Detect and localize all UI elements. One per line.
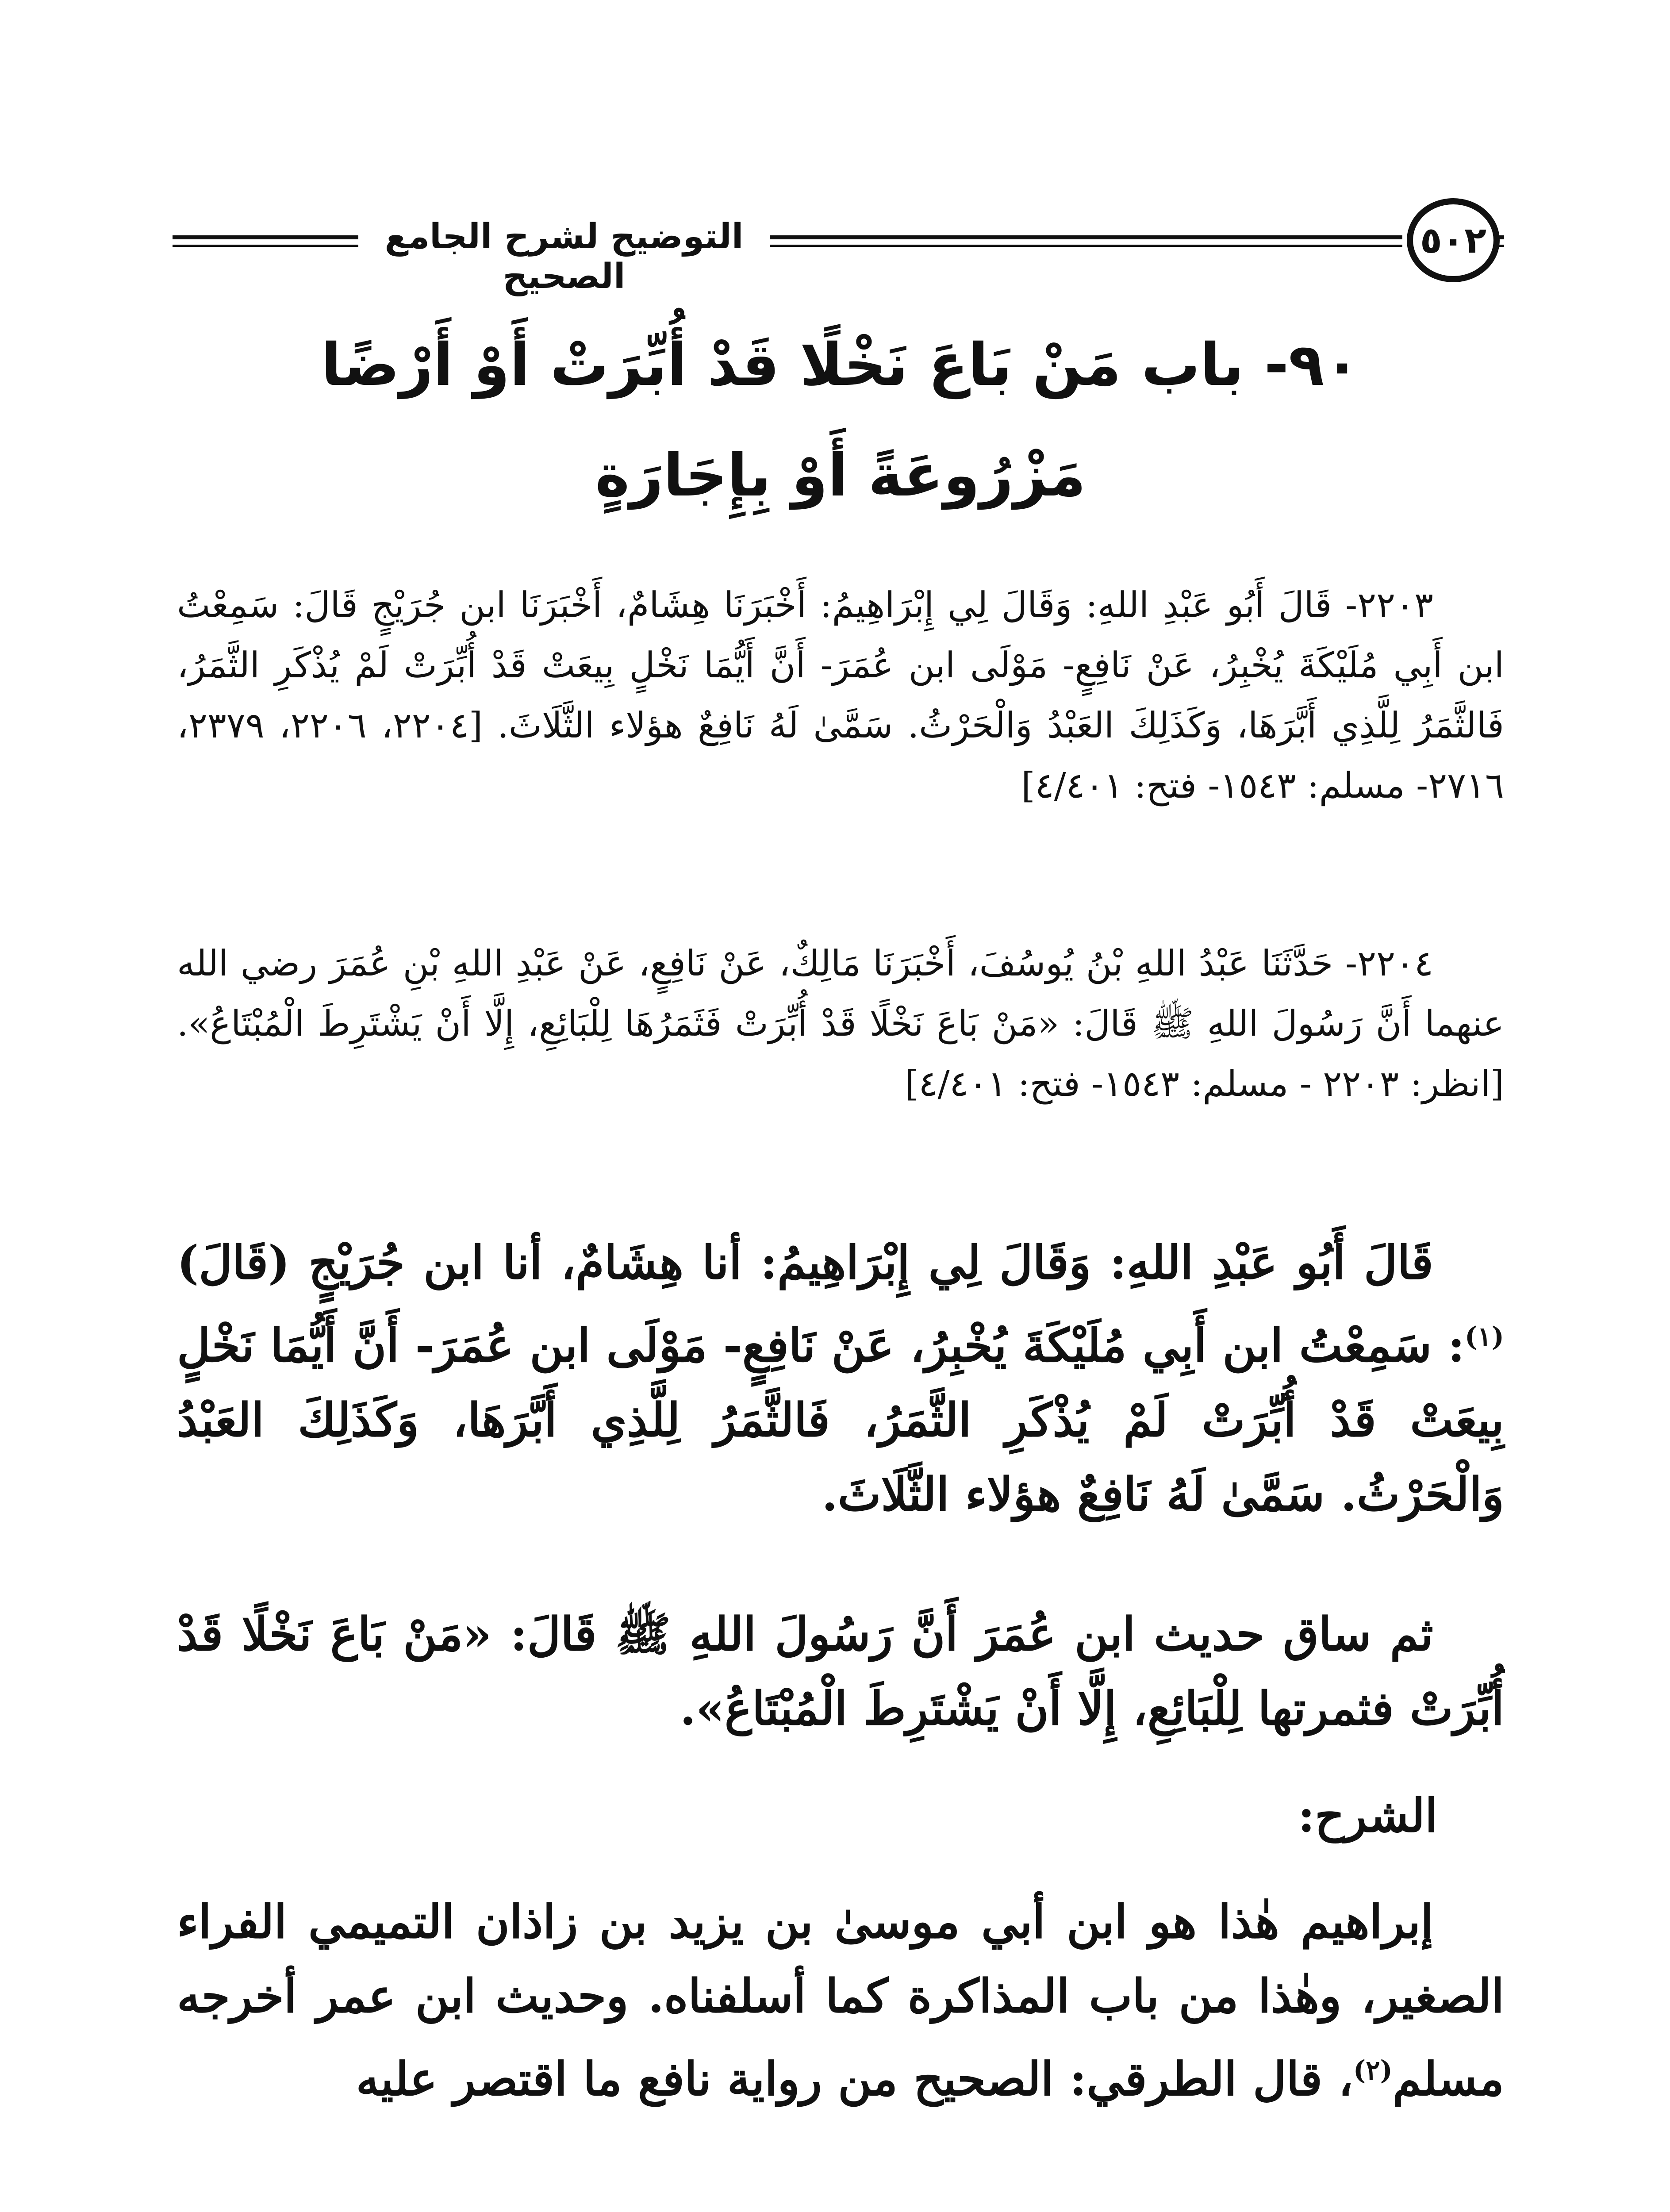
footnote-ref-1: (١)	[1464, 1321, 1504, 1352]
commentary-paragraph-1	[177, 1225, 1504, 1532]
header-rule-left	[173, 235, 358, 247]
commentary-text: ، قال الطرقي: الصحيح من رواية نافع ما اقتصر عليه	[356, 2051, 1353, 2106]
chapter-title-line-1: ٩٠- باب مَنْ بَاعَ نَخْلًا قَدْ أُبِّرَتْ أَوْ أَرْضًا	[321, 331, 1360, 399]
hadith-2204: ٢٢٠٤- حَدَّثَنَا عَبْدُ اللهِ بْنُ يُوسُفَ، أَخْبَرَنَا مَالِكٌ، عَنْ نَافِعٍ، عَنْ عَبْدِ اللهِ بْنِ عُمَرَ رضي الله عنهما أَنَّ رَسُولَ اللهِ ﷺ قَالَ: «مَنْ بَاعَ نَخْلًا قَدْ أُبِّرَتْ فَثَمَرُهَا لِلْبَائِعِ، إِلَّا أَنْ يَشْتَرِطَ الْمُبْتَاعُ». [انظر: ٢٢٠٣ - مسلم: ١٥٤٣- فتح: ٤/٤٠١]	[177, 943, 1504, 1104]
book-title: التوضيح لشرح الجامع الصحيح	[384, 217, 744, 296]
hadith-2203: ٢٢٠٣- قَالَ أَبُو عَبْدِ اللهِ: وَقَالَ لِي إِبْرَاهِيمُ: أَخْبَرَنَا هِشَامٌ، أَخْبَرَنَا ابن جُرَيْجٍ قَالَ: سَمِعْتُ ابن أَبِي مُلَيْكَةَ يُخْبِرُ، عَنْ نَافِعٍ- مَوْلَى ابن عُمَرَ- أَنَّ أَيُّمَا نَخْلٍ بِيعَتْ قَدْ أُبِّرَتْ لَمْ يُذْكَرِ الثَّمَرُ، فَالثَّمَرُ لِلَّذِي أَبَّرَهَا، وَكَذَلِكَ العَبْدُ وَالْحَرْثُ. سَمَّىٰ لَهُ نَافِعٌ هؤلاء الثَّلَاثَ. [٢٢٠٤، ٢٢٠٦، ٢٣٧٩، ٢٧١٦- مسلم: ١٥٤٣- فتح: ٤/٤٠١]	[177, 584, 1505, 806]
page-number-badge	[1407, 198, 1500, 282]
page-number: ٥٠٢	[1420, 219, 1487, 261]
commentary-text: : سَمِعْتُ ابن أَبِي مُلَيْكَةَ يُخْبِرُ، عَنْ نَافِعٍ- مَوْلَى ابن عُمَرَ- أَنَّ أَيُّمَا نَخْلٍ بِيعَتْ قَدْ أُبِّرَتْ لَمْ يُذْكَرِ الثَّمَرُ، فَالثَّمَرُ لِلَّذِي أَبَّرَهَا، وَكَذَلِكَ العَبْدُ وَالْحَرْثُ. سَمَّىٰ لَهُ نَافِعٌ هؤلاء الثَّلَاثَ.	[177, 1318, 1504, 1521]
commentary-paragraph-3	[177, 1885, 1504, 2116]
footnote-ref-2: (٢)	[1353, 2055, 1393, 2086]
page-header	[173, 195, 1504, 296]
commentary-text: إبراهيم هٰذا هو ابن أبي موسىٰ بن يزيد بن زاذان التميمي الفراء الصغير، وهٰذا من باب المذاكرة كما أسلفناه. وحديث ابن عمر أخرجه مسلم	[177, 1894, 1504, 2106]
commentary-paragraph-2: ثم ساق حديث ابن عُمَرَ أَنَّ رَسُولَ اللهِ ﷺ قَالَ: «مَنْ بَاعَ نَخْلًا قَدْ أُبِّرَتْ فثمرتها لِلْبَائِعِ، إِلَّا أَنْ يَشْتَرِطَ الْمُبْتَاعُ».	[177, 1607, 1504, 1736]
header-rule-middle	[770, 235, 1402, 247]
chapter-title-line-2: مَزْرُوعَةً أَوْ بِإِجَارَةٍ	[595, 442, 1086, 510]
chapter-heading	[177, 310, 1504, 531]
header-rule-right	[1495, 235, 1504, 247]
commentary-text: قَالَ أَبُو عَبْدِ اللهِ: وَقَالَ لِي إِبْرَاهِيمُ: أنا هِشَامٌ، أنا ابن جُرَيْجٍ (قَالَ)	[177, 1235, 1433, 1290]
sharh-label: الشرح:	[1298, 1788, 1438, 1843]
